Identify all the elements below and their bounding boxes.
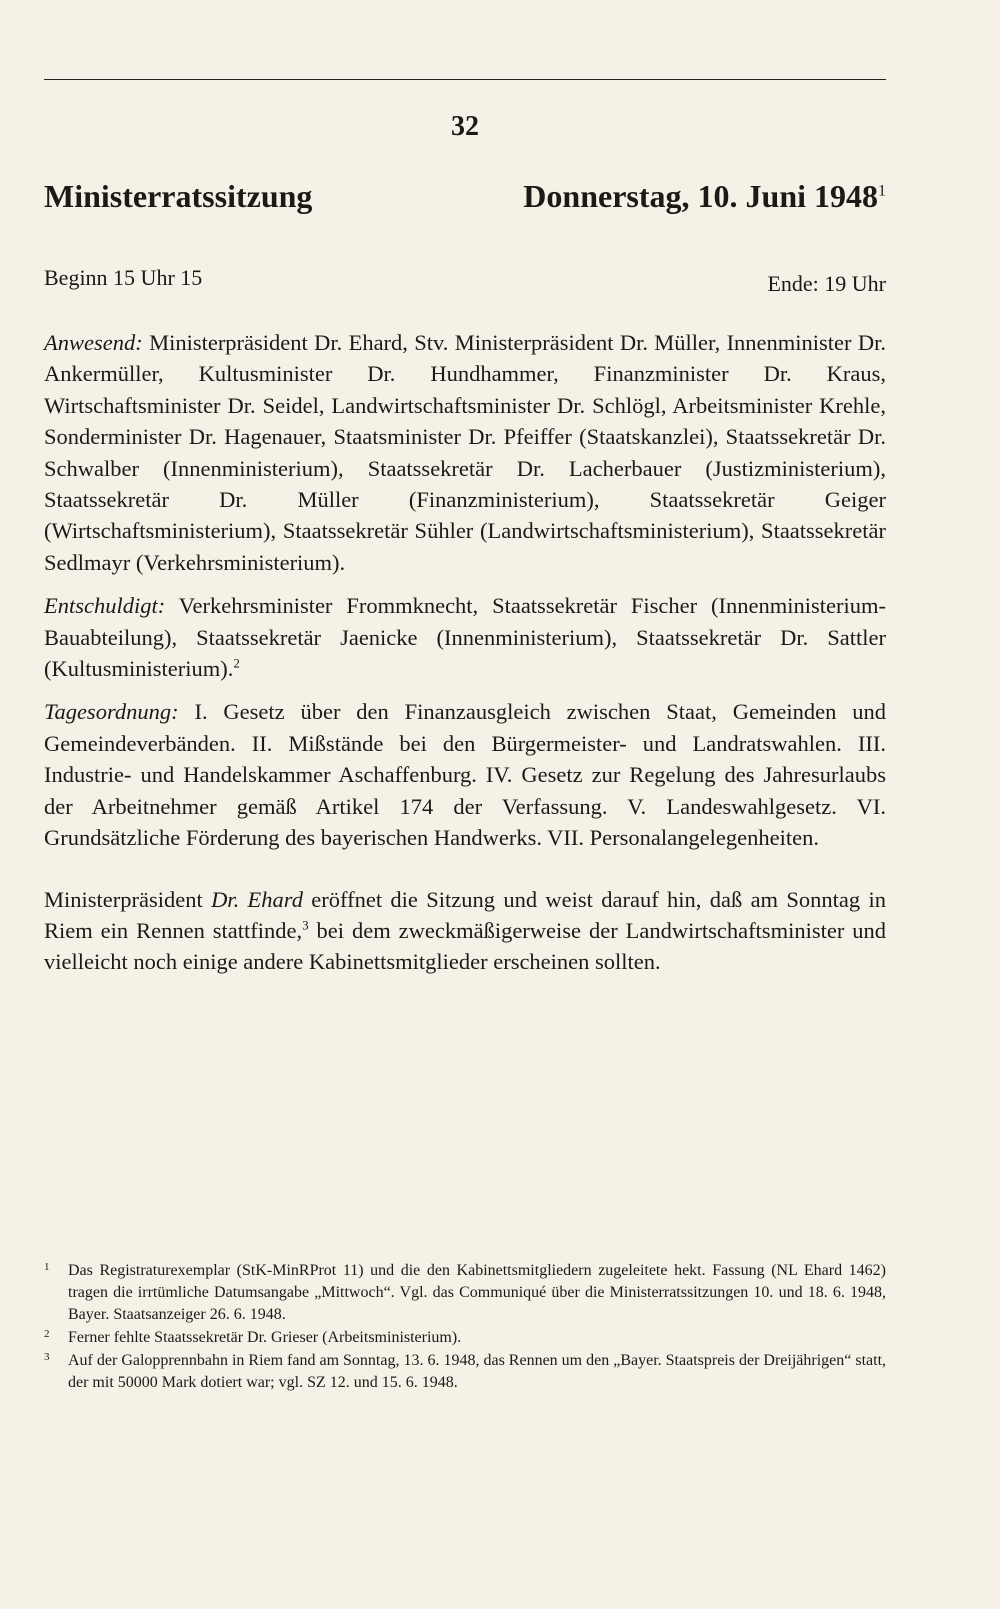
start-time: Beginn 15 Uhr 15 xyxy=(44,265,203,290)
excused-paragraph xyxy=(44,590,886,684)
present-text: Ministerpräsident Dr. Ehard, Stv. Ministerpräsident Dr. Müller, Innenminister Dr. Ankermüller, Kultusminister Dr. Hundhammer, Finanzminister Dr. Kraus, Wirtschaftsminister Dr. Seidel, Landwirtschaftsminister Dr. Schlögl, Arbeitsminister Krehle, Sonderminister Dr. Hagenauer, Staatsminister Dr. Pfeiffer (Staatskanzlei), Staatssekretär Dr. Schwalber (Innenministerium), Staatssekretär Dr. Lacherbauer (Justizministerium), Staatssekretär Dr. Müller (Finanzministerium), Staatssekretär Geiger (Wirtschaftsministerium), Staatssekretär Sühler (Landwirtschaftsministerium), Staatssekretär Sedlmayr (Verkehrsministerium). xyxy=(44,330,886,575)
agenda-text: I. Gesetz über den Finanzausgleich zwischen Staat, Gemeinden und Gemeindeverbänden. II. Mißstände bei den Bürgermeister- und Landratswahlen. III. Industrie- und Handelskammer Aschaffenburg. IV. Gesetz zur Regelung des Jahresurlaubs der Arbeitnehmer gemäß Artikel 174 der Verfassung. V. Landeswahlgesetz. VI. Grundsätzliche Förderung des bayerischen Handwerks. VII. Personalangelegenheiten. xyxy=(44,699,886,851)
opening-paragraph xyxy=(44,884,886,978)
present-label: Anwesend: xyxy=(44,330,143,355)
footnote xyxy=(44,1350,886,1394)
footnote-ref-2[interactable]: 2 xyxy=(233,655,240,671)
present-paragraph xyxy=(44,327,886,578)
agenda-paragraph xyxy=(44,696,886,853)
opening-part2: eröffnet die Sitzung und weist darauf hin, daß am Sonntag in Riem ein Rennen stattfinde, xyxy=(44,886,886,943)
footnote-ref-1[interactable]: 1 xyxy=(878,182,886,200)
footnote xyxy=(44,1260,886,1326)
session-date: Donnerstag, 10. Juni 1948 xyxy=(523,178,878,214)
session-title: Ministerratssitzung xyxy=(44,178,313,214)
footnote-text: Ferner fehlte Staatssekretär Dr. Grieser (Arbeitsministerium). xyxy=(68,1329,462,1346)
page-number: 32 xyxy=(451,111,479,142)
session-header xyxy=(44,178,886,215)
footnote-text: Auf der Galopprennbahn in Riem fand am Sonntag, 13. 6. 1948, das Rennen um den „Bayer. Staatspreis der Dreijährigen“ statt, der mit 50000 Mark dotiert war; vgl. SZ 12. und 15. 6. 1948. xyxy=(68,1352,887,1391)
agenda-label: Tagesordnung: xyxy=(44,699,179,725)
opening-speaker: Dr. Ehard xyxy=(211,886,303,912)
excused-text: Verkehrsminister Frommknecht, Staatssekretär Fischer (Innenministerium-Bauabteilung), Staatssekretär Jaenicke (Innenministerium), Staatssekretär Dr. Sattler (Kultusministerium). xyxy=(44,593,886,682)
end-time: Ende: 19 Uhr xyxy=(767,271,886,296)
session-date-wrap xyxy=(523,178,886,215)
protocol-body xyxy=(44,327,886,990)
footnotes xyxy=(44,1260,886,1395)
excused-label: Entschuldigt: xyxy=(44,593,166,619)
footnote-text: Das Registraturexemplar (StK-MinRProt 11) und die den Kabinettsmitgliedern zugeleitete hekt. Fassung (NL Ehard 1462) tragen die irrtümliche Datumsangabe „Mittwoch“. Vgl. das Communiqué über die Ministerratssitzungen 10. und 18. 6. 1948, Bayer. Staatsanzeiger 26. 6. 1948. xyxy=(68,1262,886,1323)
footnote-mark: 1 xyxy=(44,1261,50,1273)
footnote-ref-3[interactable]: 3 xyxy=(302,917,309,933)
opening-part1: Ministerpräsident xyxy=(44,886,212,912)
session-times xyxy=(44,265,886,296)
footnote-mark: 3 xyxy=(44,1351,50,1363)
opening-part3: bei dem zweckmäßigerweise der Landwirtschaftsminister und vielleicht noch einige andere Kabinettsmitglieder erscheinen sollten. xyxy=(44,917,886,975)
footnote xyxy=(44,1327,886,1349)
footnote-mark: 2 xyxy=(44,1328,50,1340)
header-rule xyxy=(44,79,886,80)
